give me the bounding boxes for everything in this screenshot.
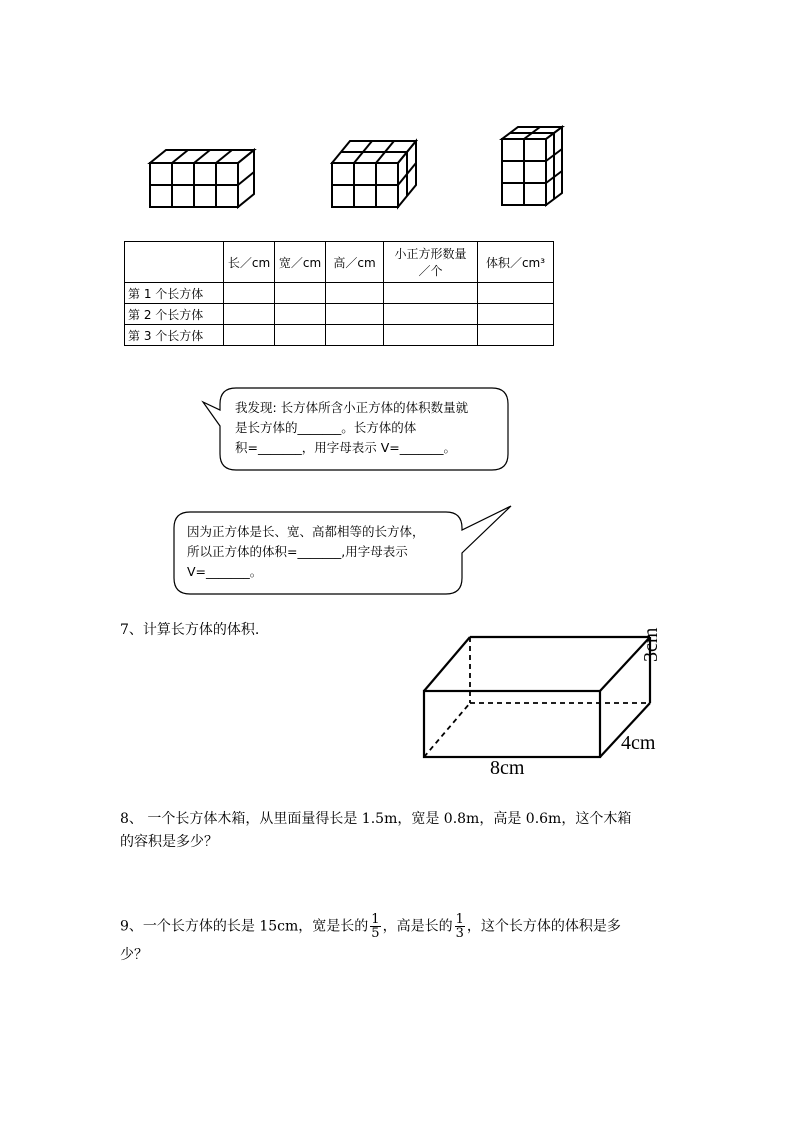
- question-8: [120, 808, 631, 854]
- table-row-label: 第 1 个长方体: [125, 283, 224, 304]
- table-cell[interactable]: [224, 304, 275, 325]
- bubble-line: 因为正方体是长、宽、高都相等的长方体，: [187, 524, 425, 539]
- table-header-cell: 长／cm: [224, 242, 275, 283]
- table-header-cell: 高／cm: [326, 242, 384, 283]
- table-cell[interactable]: [384, 325, 478, 346]
- table-cell[interactable]: [384, 283, 478, 304]
- cube-figures: [0, 0, 794, 230]
- question-8-line: 的容积是多少？: [120, 834, 218, 850]
- bubble-line: 我发现: 长方体所含小正方体的体积数量就: [235, 400, 469, 415]
- question-9-text: ，这个长方体的体积是多: [466, 918, 621, 935]
- table-cell[interactable]: [326, 283, 384, 304]
- question-9-line-1: [120, 913, 621, 940]
- question-8-line: 8、 一个长方体木箱，从里面量得长是 1.5m，宽是 0.8m，高是 0.6m，这个木箱: [120, 811, 632, 827]
- bubble-line: 是长方体的_______。长方体的体: [235, 420, 417, 435]
- table-cell[interactable]: [326, 304, 384, 325]
- question-9-line-2: 少？: [120, 947, 148, 963]
- table-header-cell: 宽／cm: [275, 242, 326, 283]
- cuboid-figure-2: [332, 141, 416, 207]
- fraction-numerator: 1: [371, 912, 380, 927]
- question-9-text: 9、一个长方体的长是 15cm，宽是长的: [120, 918, 369, 935]
- table-cell[interactable]: [224, 283, 275, 304]
- fraction-one-fifth: [370, 913, 380, 940]
- speech-bubble-2-text: [187, 522, 425, 582]
- cuboid-figure-1: [150, 150, 254, 207]
- table-cell[interactable]: [275, 283, 326, 304]
- fraction-denominator: 3: [455, 926, 464, 941]
- table-cell[interactable]: [326, 325, 384, 346]
- question-7: 7、计算长方体的体积.: [120, 622, 260, 638]
- cuboid-table: [124, 241, 554, 346]
- height-label: 3cm: [640, 627, 662, 662]
- table-header-cell: 体积／cm³: [478, 242, 554, 283]
- speech-bubble-1-text: [235, 398, 468, 458]
- fraction-one-third: [455, 913, 465, 940]
- table-cell[interactable]: [478, 304, 554, 325]
- table-header-cell: [125, 242, 224, 283]
- table-header-text: ／个: [418, 264, 443, 278]
- table-cell[interactable]: [478, 325, 554, 346]
- table-row: [125, 283, 554, 304]
- cuboid-figure-3: [502, 127, 562, 205]
- table-row-label: 第 2 个长方体: [125, 304, 224, 325]
- bubble-line: 积=_______，用字母表示 V=_______。: [235, 440, 456, 455]
- table-cell[interactable]: [224, 325, 275, 346]
- table-cell[interactable]: [275, 325, 326, 346]
- table-cell[interactable]: [275, 304, 326, 325]
- table-header-row: [125, 242, 554, 283]
- table-row-label: 第 3 个长方体: [125, 325, 224, 346]
- table-cell[interactable]: [478, 283, 554, 304]
- bubble-line: V=_______。: [187, 564, 263, 579]
- length-label: 8cm: [490, 757, 525, 779]
- fraction-numerator: 1: [455, 912, 464, 927]
- table-header-text: 小正方形数量: [394, 247, 467, 261]
- table-header-cell-count: [384, 242, 478, 283]
- question-9-text: ，高是长的: [382, 918, 453, 935]
- bubble-line: 所以正方体的体积=_______,用字母表示: [187, 544, 408, 559]
- table-cell[interactable]: [384, 304, 478, 325]
- question-9: [120, 913, 621, 968]
- table-row: [125, 325, 554, 346]
- fraction-denominator: 5: [371, 926, 380, 941]
- width-label: 4cm: [621, 732, 656, 754]
- table-row: [125, 304, 554, 325]
